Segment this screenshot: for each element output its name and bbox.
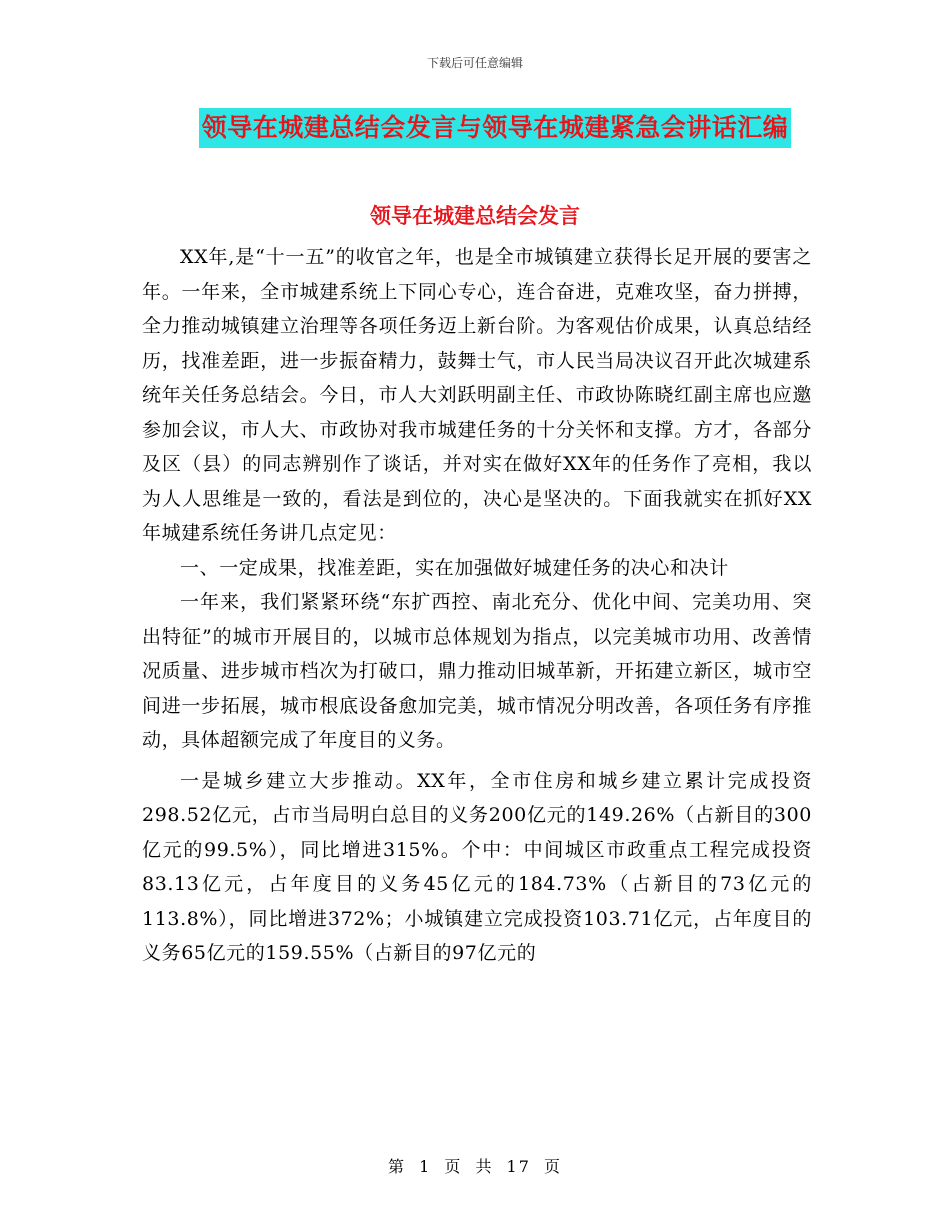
header-note: 下载后可任意编辑 xyxy=(426,56,523,70)
paragraph: 一、一定成果，找准差距，实在加强做好城建任务的决心和决计 xyxy=(180,556,729,579)
main-title: 领导在城建总结会发言与领导在城建紧急会讲话汇编 xyxy=(199,108,792,148)
paragraph: 一年来，我们紧紧环绕“东扩西控、南北充分、优化中间、完美功用、突出特征”的城市开展目的，以城市总体规划为指点，以完美城市功用、改善情况质量、进步城市档次为打破口，鼎力推动旧城革新，开拓建立新区，城市空间进一步拓展，城市根底设备愈加完美，城市情况分明改善，各项任务有序推动，具体超额完成了年度目的义务。 xyxy=(142,591,812,751)
section-title: 领导在城建总结会发言 xyxy=(370,204,580,228)
main-title-container xyxy=(0,108,950,148)
body-text xyxy=(142,240,812,971)
paragraph: XX年,是“十一五”的收官之年，也是全市城镇建立获得长足开展的要害之年。一年来，全市城建系统上下同心专心，连合奋进，克难攻坚，奋力拼搏，全力推动城镇建立治理等各项任务迈上新台阶。为客观估价成果，认真总结经历，找准差距，进一步振奋精力，鼓舞士气，市人民当局决议召开此次城建系统年关任务总结会。今日，市人大刘跃明副主任、市政协陈晓红副主席也应邀参加会议，市人大、市政协对我市城建任务的十分关怀和支撑。方才，各部分及区（县）的同志辨别作了谈话，并对实在做好XX年的任务作了亮相，我以为人人思维是一致的，看法是到位的，决心是坚决的。下面我就实在抓好XX年城建系统任务讲几点定见： xyxy=(142,246,812,544)
page-footer: 第 1 页 共 17 页 xyxy=(388,1157,562,1176)
paragraph: 一是城乡建立大步推动。XX年，全市住房和城乡建立累计完成投资298.52亿元，占市当局明白总目的义务200亿元的149.26%（占新目的300亿元的99.5%），同比增进315%。个中：中间城区市政重点工程完成投资83.13亿元，占年度目的义务45亿元的184.73%（占新目的73亿元的113.8%），同比增进372%；小城镇建立完成投资103.71亿元，占年度目的义务65亿元的159.55%（占新目的97亿元的 xyxy=(142,769,812,964)
